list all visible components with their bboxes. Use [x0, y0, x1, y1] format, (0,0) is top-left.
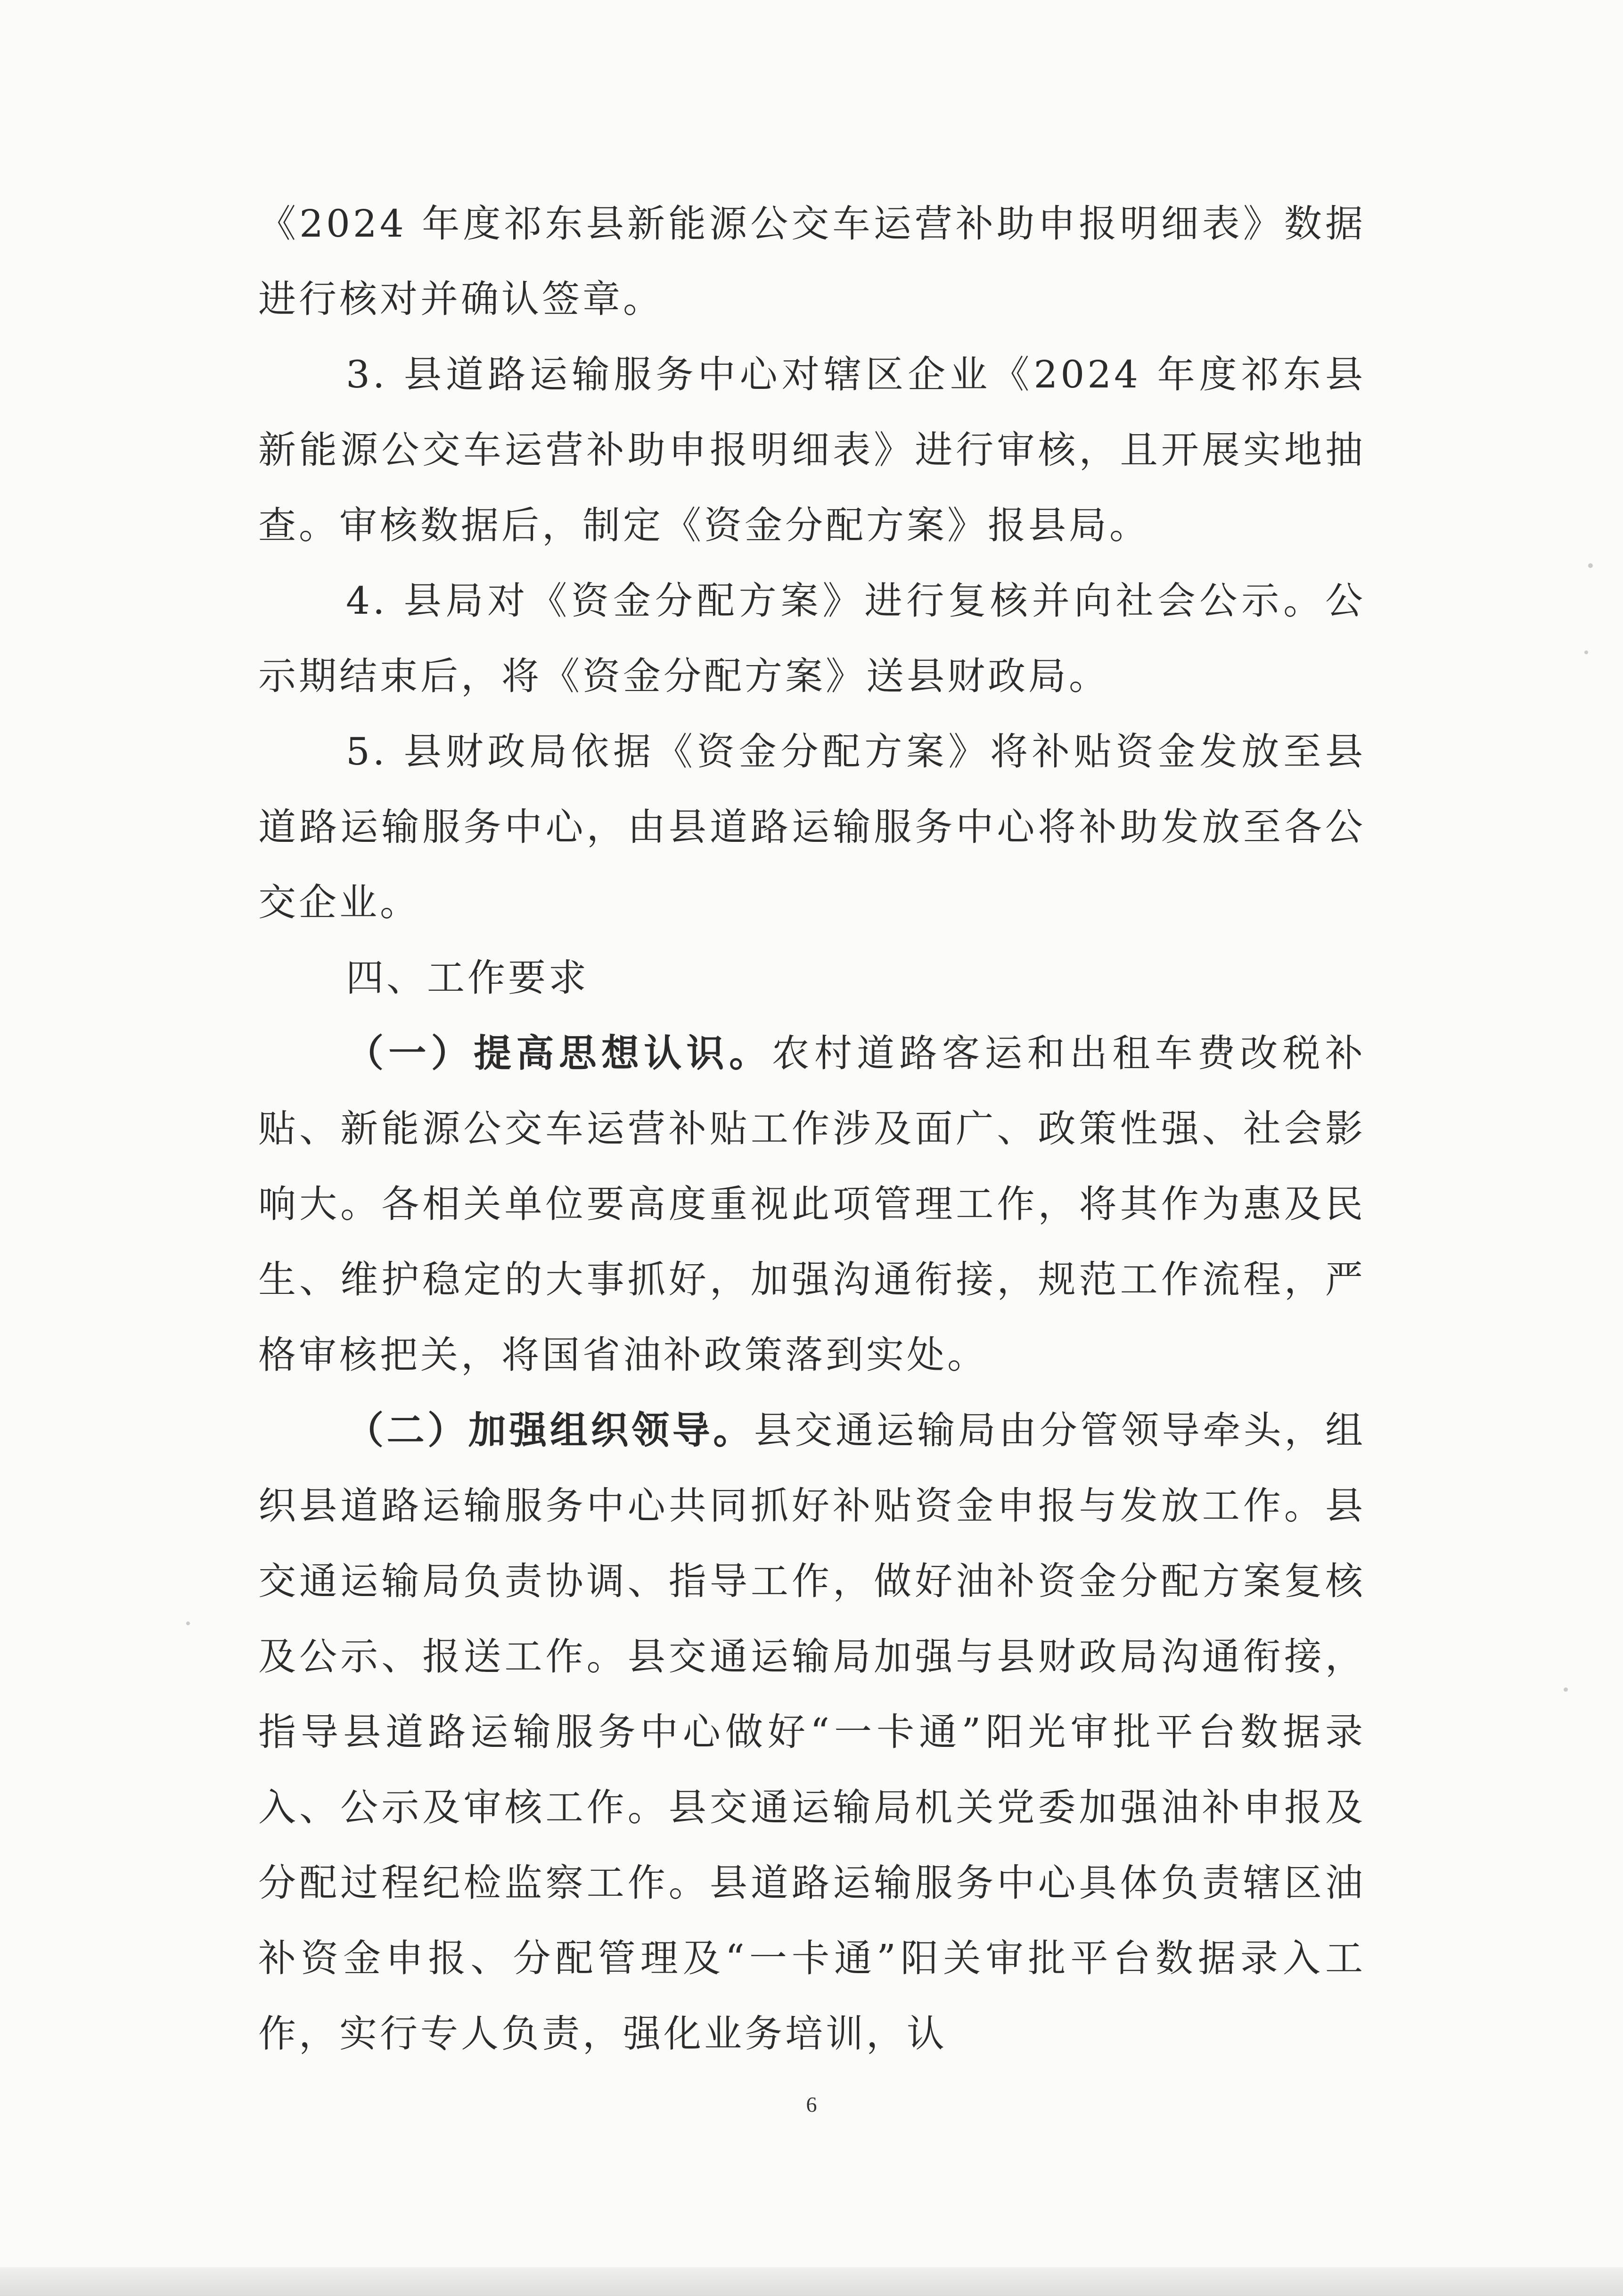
requirement-2-text: 县交通运输局由分管领导牵头，组织县道路运输服务中心共同抓好补贴资金申报与发放工作。县交通运输局负责协调、指导工作，做好油补资金分配方案复核及公示、报送工作。县交通运输局加强与县财政局沟通衔接，指导县道路运输服务中心做好“一卡通”阳光审批平台数据录入、公示及审核工作。县交通运输局机关党委加强油补申报及分配过程纪检监察工作。县道路运输服务中心具体负责辖区油补资金申报、分配管理及“一卡通”阳关审批平台数据录入工作，实行专人负责，强化业务培训，认: [258, 1408, 1366, 2056]
paragraph-continuation: 《2024 年度祁东县新能源公交车运营补助申报明细表》数据进行核对并确认签章。: [258, 202, 1366, 321]
scan-speck: [1588, 563, 1593, 568]
scan-speck: [1564, 1687, 1568, 1692]
section-heading: 四、工作要求: [346, 956, 589, 1000]
requirement-2-paragraph: [258, 1393, 1366, 2072]
paragraph-step-4: 4. 县局对《资金分配方案》进行复核并向社会公示。公示期结束后，将《资金分配方案》送县财政局。: [258, 579, 1366, 698]
scan-bottom-edge: [0, 2267, 1623, 2296]
paragraph-step-5: 5. 县财政局依据《资金分配方案》将补贴资金发放至县道路运输服务中心，由县道路运输服务中心将补助发放至各公交企业。: [258, 730, 1366, 924]
requirement-1-title: （一）提高思想认识。: [346, 1031, 772, 1075]
requirement-2-title: （二）加强组织领导。: [346, 1408, 754, 1452]
page-number: 6: [806, 2092, 817, 2116]
scan-speck: [1584, 650, 1588, 654]
requirement-1-paragraph: [258, 1016, 1366, 1393]
requirement-1-text: 农村道路客运和出租车费改税补贴、新能源公交车运营补贴工作涉及面广、政策性强、社会影响大。各相关单位要高度重视此项管理工作，将其作为惠及民生、维护稳定的大事抓好，加强沟通衔接，规范工作流程，严格审核把关，将国省油补政策落到实处。: [258, 1031, 1366, 1377]
document-body: [258, 186, 1366, 2072]
paragraph-step-3: 3. 县道路运输服务中心对辖区企业《2024 年度祁东县新能源公交车运营补助申报明细表》进行审核，且开展实地抽查。审核数据后，制定《资金分配方案》报县局。: [258, 353, 1366, 547]
scan-speck: [186, 1621, 190, 1625]
